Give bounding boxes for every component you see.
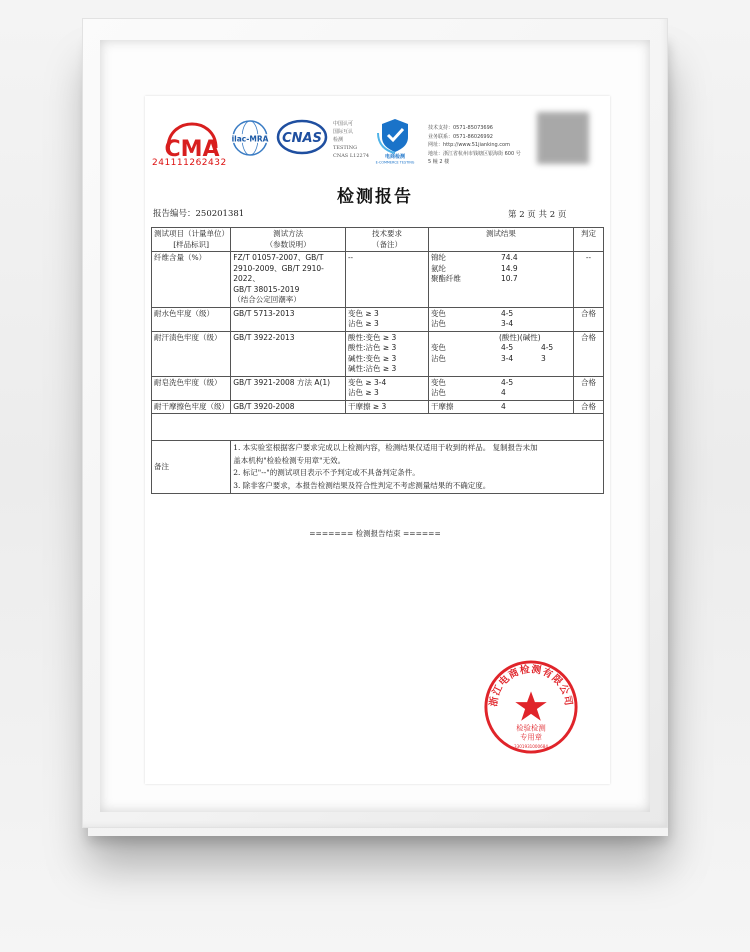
- ec-logo-cn: 电商检测: [384, 154, 406, 160]
- results-table: [151, 227, 604, 494]
- row-judge: 合格: [573, 307, 603, 331]
- contact-line: 业务联系：0571-86026992: [428, 133, 493, 140]
- header-method: [231, 228, 346, 252]
- remark-line: 盖本机构"检验检测专用章"无效。: [233, 455, 346, 465]
- row-method: [231, 376, 346, 400]
- remarks-row: [152, 441, 604, 494]
- method-line: FZ/T 01057-2007、GB/T: [233, 253, 324, 262]
- req-line: --: [347, 253, 354, 262]
- table-row: [152, 331, 604, 376]
- method-line: 2910-2009、GB/T 2910-2022、: [233, 263, 324, 283]
- table-row: [152, 400, 604, 414]
- header-result: 测试结果: [428, 228, 573, 252]
- header-item-line1: 测试项目（计量单位）: [154, 229, 229, 238]
- header-item: [152, 228, 231, 252]
- contact-line: 地址：浙江省杭州市钱塘区银海街 600 号: [428, 150, 521, 157]
- result-value: 4: [500, 401, 506, 411]
- remark-line: 1. 本实验室根据客户要求完成以上检测内容，检测结果仅适用于收到的样品。 复制报告未加: [233, 443, 538, 452]
- row-method: [231, 307, 346, 331]
- method-line: GB/T 3920-2008: [233, 401, 295, 411]
- row-method: [231, 400, 346, 414]
- cnas-line: 中国认可: [333, 121, 354, 127]
- header-judge: 判定: [573, 228, 603, 252]
- cnas-logo-text: CNAS: [282, 131, 322, 146]
- result-label: 变色: [430, 343, 446, 352]
- result-label: 锦纶: [430, 253, 446, 262]
- remarks-content: [231, 441, 604, 494]
- result-value: 10.7: [500, 274, 518, 283]
- req-line: 变色 ≥ 3-4: [347, 377, 387, 387]
- report-title: 检测报告: [337, 187, 413, 207]
- method-line: （结合公定回潮率）: [233, 295, 301, 304]
- report-end-marker: ======= 检测报告结束 ======: [309, 529, 441, 538]
- row-result: [428, 331, 573, 376]
- row-requirement: [345, 376, 428, 400]
- method-line: GB/T 38015-2019: [233, 284, 300, 294]
- ilac-mra-logo: [228, 118, 272, 158]
- table-row-empty: [152, 414, 604, 441]
- ilac-logo-text: ilac-MRA: [231, 134, 269, 144]
- table-row: [152, 376, 604, 400]
- result-label: 氨纶: [430, 263, 446, 273]
- remark-line: 3. 除非客户要求，本报告检测结果及符合性判定不考虑测量结果的不确定度。: [233, 480, 491, 490]
- row-item: 耐水色牢度（级）: [152, 307, 231, 331]
- cma-logo-text: CMA: [164, 137, 220, 162]
- req-line: 碱性:变色 ≥ 3: [347, 353, 397, 363]
- row-item: 耐皂洗色牢度（级）: [152, 376, 231, 400]
- result-value: 3-4: [500, 319, 514, 328]
- header-method-line2: （参数说明）: [265, 239, 311, 249]
- header-requirement: [345, 228, 428, 252]
- cnas-logo: [276, 118, 328, 156]
- header-method-line1: 测试方法: [273, 229, 304, 238]
- row-judge: 合格: [573, 331, 603, 376]
- contact-line: 技术支持：0571-85073696: [428, 125, 493, 131]
- row-method: [231, 252, 346, 308]
- table-row: [152, 252, 604, 308]
- seal-line1: 检验检测: [516, 723, 546, 733]
- row-judge: --: [573, 252, 603, 308]
- cnas-line: TESTING: [333, 145, 358, 151]
- cnas-accreditation-text: [333, 120, 373, 160]
- report-number: 报告编号：250201381: [153, 209, 245, 219]
- req-line: 碱性:沾色 ≥ 3: [347, 364, 397, 373]
- result-label: 沾色: [430, 388, 446, 397]
- method-line: GB/T 3922-2013: [233, 332, 295, 342]
- req-line: 沾色 ≥ 3: [347, 388, 379, 397]
- row-method: [231, 331, 346, 376]
- row-item: 纤维含量（%）: [152, 252, 231, 308]
- header-req-line1: 技术要求: [371, 229, 402, 238]
- header-item-line2: [样品标识]: [173, 239, 210, 249]
- result-value: 4: [500, 388, 506, 397]
- result-label: 沾色: [430, 353, 446, 363]
- contact-info: [428, 124, 548, 167]
- result-value: 4-5: [500, 377, 514, 387]
- qr-code-blurred: [537, 112, 589, 164]
- result-value: 74.4: [500, 253, 518, 262]
- req-line: 酸性:变色 ≥ 3: [347, 332, 397, 342]
- result-label: 沾色: [430, 319, 446, 328]
- row-item: 耐汗渍色牢度（级）: [152, 331, 231, 376]
- remark-line: 2. 标记"--"的测试项目表示不予判定或不具备判定条件。: [233, 468, 420, 477]
- result-value: 4-5: [500, 308, 514, 318]
- contact-line: 5 幢 2 楼: [428, 159, 450, 166]
- table-header-row: [152, 228, 604, 252]
- result-value: 14.9: [500, 263, 518, 273]
- result-label: 干摩擦: [430, 401, 454, 411]
- method-line: GB/T 5713-2013: [233, 308, 295, 318]
- req-line: 变色 ≥ 3: [347, 308, 379, 318]
- seal-number: 3301931000684: [514, 744, 548, 750]
- row-judge: 合格: [573, 400, 603, 414]
- result-value: 4-5: [500, 343, 514, 352]
- result-value: 3-4: [500, 353, 514, 363]
- row-requirement: [345, 331, 428, 376]
- result-label: 变色: [430, 308, 446, 318]
- req-line: 干摩擦 ≥ 3: [347, 401, 387, 411]
- contact-line: 网址：http://www.51jianking.com: [428, 142, 510, 149]
- req-line: 沾色 ≥ 3: [347, 319, 379, 328]
- table-row: [152, 307, 604, 331]
- remarks-label: 备注: [152, 441, 231, 494]
- official-seal: [482, 658, 580, 756]
- cnas-line: 国际互认: [333, 129, 354, 135]
- row-result: [428, 252, 573, 308]
- row-requirement: [345, 400, 428, 414]
- row-item: 耐干摩擦色牢度（级）: [152, 400, 231, 414]
- empty-cell: [152, 414, 604, 441]
- row-judge: 合格: [573, 376, 603, 400]
- method-line: GB/T 3921-2008 方法 A(1): [233, 377, 331, 387]
- ec-logo-en: E-COMMERCE TESTING: [375, 160, 415, 165]
- row-result: [428, 307, 573, 331]
- seal-line2: 专用章: [519, 732, 543, 742]
- result-label: 聚酯纤维: [430, 274, 461, 283]
- result-label: 变色: [430, 377, 446, 387]
- cnas-line: CNAS L12274: [333, 153, 370, 159]
- seal-arc-text: 浙江电商检测有限公司: [488, 664, 574, 708]
- header-req-line2: （备注）: [371, 239, 402, 249]
- star-icon: [515, 691, 546, 720]
- row-result: [428, 376, 573, 400]
- row-requirement: [345, 252, 428, 308]
- result-subheader: (酸性)(碱性): [498, 332, 541, 342]
- result-value: 4-5: [540, 343, 554, 352]
- ecommerce-testing-logo: [370, 115, 420, 165]
- cma-number: 241111262432: [152, 158, 227, 168]
- row-result: [428, 400, 573, 414]
- cnas-line: 检测: [333, 137, 344, 143]
- req-line: 酸性:沾色 ≥ 3: [347, 343, 397, 352]
- row-requirement: [345, 307, 428, 331]
- result-value: 3: [540, 353, 546, 363]
- page-number: 第 2 页 共 2 页: [508, 210, 567, 220]
